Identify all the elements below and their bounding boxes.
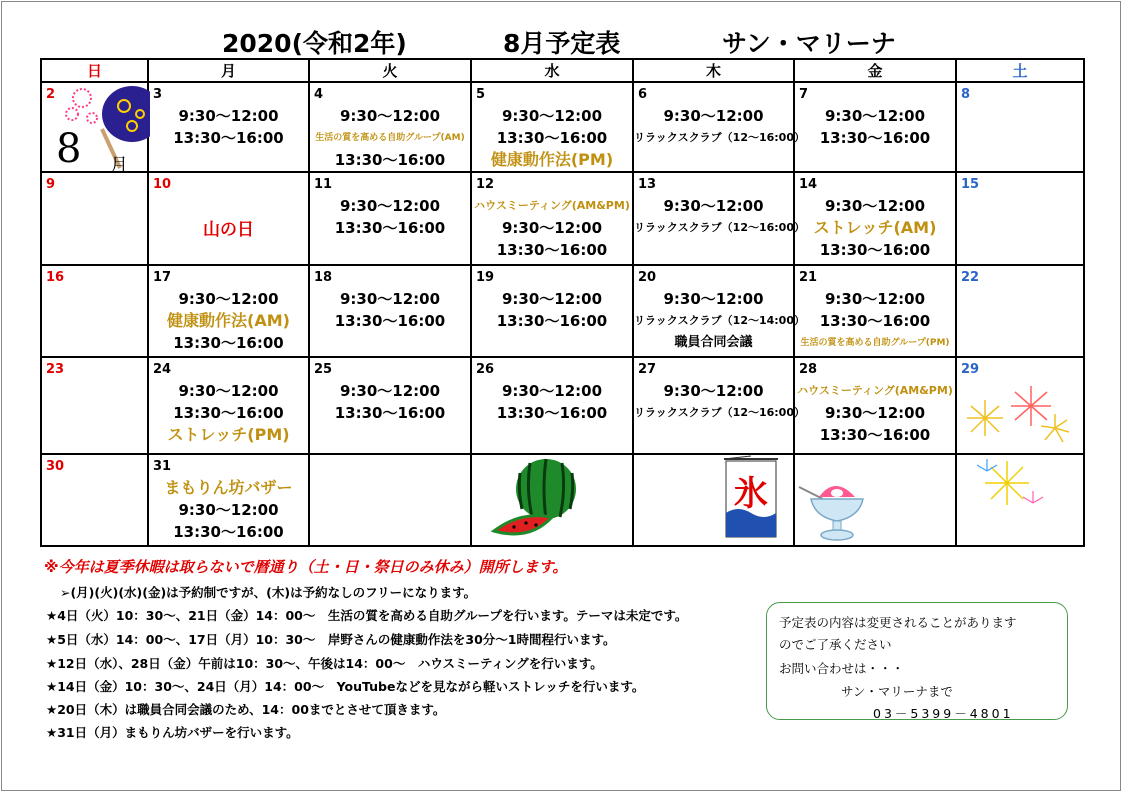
big-month-number: 8	[56, 126, 82, 172]
day-cell-empty	[956, 454, 1084, 546]
day-cell-17	[148, 265, 309, 357]
day-cell-3	[148, 82, 309, 172]
event-relax-club: リラックスクラブ（12～14:00）	[634, 314, 805, 327]
week-row	[41, 454, 1084, 546]
week-row	[41, 82, 1084, 172]
day-number: 23	[46, 362, 65, 377]
event-pm: 13:30～16:00	[173, 334, 284, 352]
event-am: 9:30～12:00	[824, 404, 926, 422]
day-number: 31	[153, 459, 172, 474]
kakigori-flag-icon	[718, 455, 784, 541]
day-cell-25	[309, 357, 471, 454]
note-line: ★12日（水）、28日（金）午前は10：30～、午後は14：00～ ハウスミーティングを行います。	[46, 656, 603, 671]
day-cell-21	[794, 265, 956, 357]
event-pm: 13:30～16:00	[496, 129, 608, 147]
event-pm: 13:30～16:00	[173, 129, 284, 147]
event-self-help-group: 生活の質を高める自助グループ(PM)	[800, 338, 950, 348]
day-number: 15	[961, 177, 980, 192]
event-am: 9:30～12:00	[339, 107, 441, 125]
day-number: 3	[153, 87, 163, 102]
event-am: 9:30～12:00	[178, 501, 279, 519]
fireworks-icon	[967, 455, 1057, 521]
event-am: 9:30～12:00	[339, 197, 441, 215]
event-relax-club: リラックスクラブ（12～16:00）	[634, 131, 805, 144]
day-cell-12	[471, 172, 633, 265]
event-am: 9:30～12:00	[339, 290, 441, 308]
event-pm: 13:30～16:00	[819, 312, 931, 330]
event-pm: 13:30～16:00	[496, 312, 608, 330]
day-number: 27	[638, 362, 657, 377]
event-pm: 13:30～16:00	[173, 404, 284, 422]
title-year: 2020(令和2年)	[222, 29, 407, 58]
day-number: 11	[314, 177, 333, 192]
day-number: 24	[153, 362, 172, 377]
day-number: 25	[314, 362, 333, 377]
day-cell-11	[309, 172, 471, 265]
day-number: 9	[46, 177, 56, 192]
day-cell-20	[633, 265, 805, 357]
day-number: 19	[476, 270, 495, 285]
event-am: 9:30～12:00	[178, 290, 279, 308]
day-cell-7	[794, 82, 956, 172]
note-line: ★31日（月）まもりん坊バザーを行います。	[46, 725, 299, 740]
day-number: 14	[799, 177, 818, 192]
day-cell-14	[794, 172, 956, 265]
day-number: 29	[961, 362, 980, 377]
day-cell-31	[148, 454, 309, 546]
fireworks-icon	[961, 384, 1079, 450]
event-pm: 13:30～16:00	[334, 312, 446, 330]
event-pm: 13:30～16:00	[334, 219, 446, 237]
kakigori-flag-text: 氷	[734, 474, 768, 514]
event-pm: 13:30～16:00	[819, 129, 931, 147]
day-number: 21	[799, 270, 818, 285]
weekday-tue: 火	[309, 59, 471, 82]
day-cell-26	[471, 357, 633, 454]
event-pm: 13:30～16:00	[334, 404, 446, 422]
event-house-meeting: ハウスミーティング(AM&PM)	[797, 384, 953, 397]
event-am: 9:30～12:00	[501, 219, 603, 237]
day-cell-2	[41, 82, 148, 176]
event-am: 9:30～12:00	[178, 107, 279, 125]
day-number: 20	[638, 270, 657, 285]
day-number: 4	[314, 87, 324, 102]
day-number: 17	[153, 270, 172, 285]
event-health-method: 健康動作法(PM)	[490, 150, 614, 169]
day-cell-10	[148, 172, 309, 265]
day-cell-19	[471, 265, 633, 357]
day-number: 10	[153, 177, 172, 192]
day-cell-16	[41, 265, 148, 357]
day-number: 13	[638, 177, 657, 192]
day-cell-empty	[471, 454, 633, 546]
day-cell-22	[956, 265, 1084, 357]
info-org: サン・マリーナまで	[841, 684, 953, 699]
contact-info-box	[766, 602, 1068, 720]
day-cell-23	[41, 357, 148, 454]
day-cell-8	[956, 82, 1084, 172]
weekday-thu: 木	[633, 59, 794, 82]
event-staff-meeting: 職員合同会議	[674, 335, 753, 350]
calendar-table	[40, 58, 1085, 547]
day-cell-4	[309, 82, 471, 172]
day-number: 5	[476, 87, 486, 102]
event-house-meeting: ハウスミーティング(AM&PM)	[474, 199, 630, 212]
info-phone: 03－5399－4801	[873, 706, 1014, 721]
event-pm: 13:30～16:00	[819, 426, 931, 444]
day-cell-24	[148, 357, 309, 454]
week-row	[41, 172, 1084, 265]
event-health-method: 健康動作法(AM)	[167, 311, 290, 330]
title-org: サン・マリーナ	[722, 29, 896, 58]
day-number: 8	[961, 87, 971, 102]
event-bazaar: まもりん坊バザー	[164, 478, 293, 497]
note-line: ★4日（火）10：30～、21日（金）14：00～ 生活の質を高める自助グループを行います。テーマは未定です。	[46, 608, 688, 623]
day-cell-18	[309, 265, 471, 357]
note-line: ★14日（金）10：30～、24日（月）14：00～ YouTubeなどを見ながら軽いストレッチを行います。	[46, 679, 645, 694]
weekday-sun: 日	[41, 59, 148, 82]
note-line: ★20日（木）は職員合同会議のため、14：00までとさせて頂きます。	[46, 702, 446, 717]
shaved-ice-icon	[797, 473, 869, 545]
day-number: 28	[799, 362, 818, 377]
event-pm: 13:30～16:00	[819, 241, 931, 259]
closure-notice: ※今年は夏季休暇は取らないで暦通り（土・日・祭日のみ休み）開所します。	[44, 558, 568, 576]
info-line: のでご了承ください	[779, 637, 892, 652]
week-row	[41, 265, 1084, 357]
event-am: 9:30～12:00	[824, 290, 926, 308]
day-number: 16	[46, 270, 65, 285]
event-relax-club: リラックスクラブ（12～16:00）	[634, 406, 805, 419]
watermelon-icon	[490, 457, 580, 543]
big-month-suffix: 月	[110, 155, 128, 176]
day-cell-30	[41, 454, 148, 546]
event-stretch: ストレッチ(AM)	[813, 218, 937, 237]
day-cell-empty	[309, 454, 471, 546]
event-am: 9:30～12:00	[663, 382, 764, 400]
day-number: 6	[638, 87, 648, 102]
day-number: 30	[46, 459, 65, 474]
event-am: 9:30～12:00	[339, 382, 441, 400]
week-row	[41, 357, 1084, 454]
event-am: 9:30～12:00	[663, 107, 764, 125]
info-line: お問い合わせは・・・	[779, 661, 905, 676]
event-am: 9:30～12:00	[824, 107, 926, 125]
day-cell-empty	[633, 454, 794, 546]
event-am: 9:30～12:00	[501, 107, 603, 125]
day-cell-13	[633, 172, 805, 265]
event-am: 9:30～12:00	[501, 382, 603, 400]
day-number: 26	[476, 362, 495, 377]
event-am: 9:30～12:00	[663, 290, 764, 308]
event-stretch: ストレッチ(PM)	[167, 425, 290, 444]
event-am: 9:30～12:00	[501, 290, 603, 308]
day-cell-28	[794, 357, 956, 454]
info-line: 予定表の内容は変更されることがあります	[779, 615, 1017, 630]
weekday-header-row	[41, 59, 1084, 82]
weekday-fri: 金	[794, 59, 956, 82]
event-holiday: 山の日	[203, 220, 254, 240]
day-cell-15	[956, 172, 1084, 265]
event-pm: 13:30～16:00	[496, 404, 608, 422]
day-cell-6	[633, 82, 805, 172]
day-number: 2	[46, 87, 56, 102]
day-cell-9	[41, 172, 148, 265]
title-month: 8月予定表	[503, 29, 621, 58]
day-cell-29	[956, 357, 1084, 454]
day-cell-empty	[794, 454, 956, 546]
event-am: 9:30～12:00	[824, 197, 926, 215]
day-number: 7	[799, 87, 809, 102]
event-am: 9:30～12:00	[663, 197, 764, 215]
day-cell-27	[633, 357, 805, 454]
day-number: 12	[476, 177, 495, 192]
weekday-wed: 水	[471, 59, 633, 82]
day-number: 22	[961, 270, 980, 285]
day-number: 18	[314, 270, 333, 285]
weekday-mon: 月	[148, 59, 309, 82]
weekday-sat: 土	[956, 59, 1084, 82]
event-pm: 13:30～16:00	[496, 241, 608, 259]
event-pm: 13:30～16:00	[334, 151, 446, 169]
event-self-help-group: 生活の質を高める自助グループ(AM)	[315, 133, 465, 143]
event-relax-club: リラックスクラブ（12～16:00）	[634, 221, 805, 234]
note-line: ★5日（水）14：00～、17日（月）10：30～ 岸野さんの健康動作法を30分～1時間程行います。	[46, 632, 616, 647]
event-pm: 13:30～16:00	[173, 523, 284, 541]
event-am: 9:30～12:00	[178, 382, 279, 400]
day-cell-5	[471, 82, 633, 172]
note-line: ➢(月)(火)(水)(金)は予約制ですが、(木)は予約なしのフリーになります。	[60, 585, 477, 600]
